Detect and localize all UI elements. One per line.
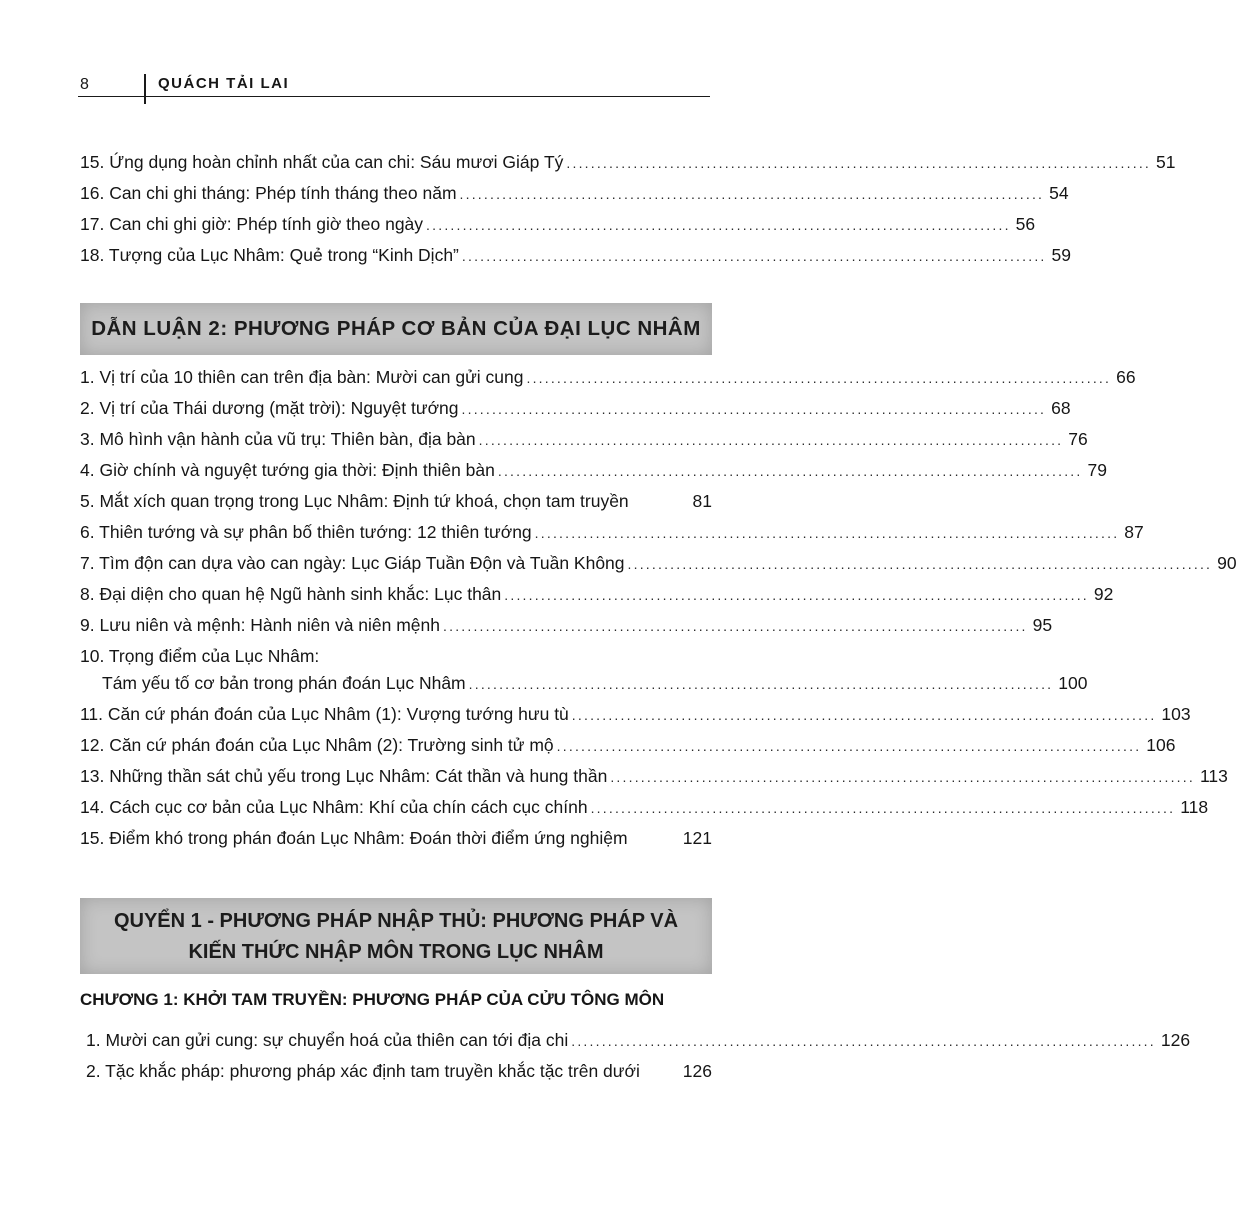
book-heading-banner xyxy=(80,898,712,974)
page-ref: 100 xyxy=(1058,673,1088,693)
toc-entry: 17. Can chi ghi giờ: Phép tính giờ theo ngày ................................................................................................ 56 xyxy=(80,214,1036,234)
dot-leader: ................................................................................................ xyxy=(571,707,1157,723)
toc-entry: 13. Những thần sát chủ yếu trong Lục Nhâm: Cát thần và hung thần ................................................................................................ 113 xyxy=(80,766,1228,786)
toc-entry: 1. Mười can gửi cung: sự chuyển hoá của thiên can tới địa chi ................................................................................................ 126 xyxy=(86,1030,1191,1050)
page-ref: 51 xyxy=(1156,152,1176,172)
page-ref: 103 xyxy=(1161,704,1191,724)
page-ref: 113 xyxy=(1199,766,1228,786)
toc-entry: 6. Thiên tướng và sự phân bố thiên tướng: 12 thiên tướng ................................................................................................ 87 xyxy=(80,522,1144,542)
book-heading-line2: KIẾN THỨC NHẬP MÔN TRONG LỤC NHÂM xyxy=(188,941,604,963)
book-heading-line1: QUYỂN 1 - PHƯƠNG PHÁP NHẬP THỦ: PHƯƠNG PHÁP VÀ xyxy=(113,910,679,932)
page-ref: 87 xyxy=(1124,522,1144,542)
page-ref: 126 xyxy=(682,1061,712,1081)
toc-section2-list xyxy=(80,367,1237,859)
toc-entry: 2. Vị trí của Thái dương (mặt trời): Nguyệt tướng ................................................................................................ 68 xyxy=(80,398,1071,418)
page-ref: 95 xyxy=(1032,615,1053,635)
page-ref: 118 xyxy=(1180,797,1209,817)
toc-entry: 14. Cách cục cơ bản của Lục Nhâm: Khí của chín cách cục chính ................................................................................................ 118 xyxy=(80,797,1209,817)
dot-leader: ................................................................................................ xyxy=(526,370,1112,386)
toc-entry: 16. Can chi ghi tháng: Phép tính tháng theo năm ................................................................................................ 54 xyxy=(80,183,1069,203)
toc-entry: 5. Mắt xích quan trọng trong Lục Nhâm: Định tứ khoá, chọn tam truyền 81 xyxy=(80,491,712,511)
page-ref: 92 xyxy=(1093,584,1114,604)
running-title: QUÁCH TẢI LAI xyxy=(158,75,290,92)
dot-leader: ................................................................................................ xyxy=(459,186,1045,202)
dot-leader: ................................................................................................ xyxy=(426,217,1011,233)
page-header xyxy=(78,70,710,97)
page-ref: 54 xyxy=(1049,183,1069,203)
dot-leader: ................................................................................................ xyxy=(468,676,1054,692)
toc-chapter1-list xyxy=(86,1030,1191,1092)
page-ref: 126 xyxy=(1160,1030,1191,1050)
page-ref: 79 xyxy=(1087,460,1107,480)
toc-entry: 11. Căn cứ phán đoán của Lục Nhâm (1): Vượng tướng hưu tù ................................................................................................ 103 xyxy=(80,704,1191,724)
dot-leader: ................................................................................................ xyxy=(504,587,1089,603)
page-ref: 68 xyxy=(1051,398,1071,418)
page-number: 8 xyxy=(80,76,89,93)
dot-leader: ................................................................................................ xyxy=(461,401,1047,417)
dot-leader: ................................................................................................ xyxy=(478,432,1064,448)
dot-leader: ................................................................................................ xyxy=(610,769,1195,785)
dot-leader: ................................................................................................ xyxy=(443,618,1028,634)
toc-entry: 12. Căn cứ phán đoán của Lục Nhâm (2): Trường sinh tử mộ ................................................................................................ 106 xyxy=(80,735,1176,755)
toc-entry: 15. Ứng dụng hoàn chỉnh nhất của can chi: Sáu mươi Giáp Tý ................................................................................................ 51 xyxy=(80,152,1176,172)
page-ref: 76 xyxy=(1068,429,1088,449)
page-ref: 66 xyxy=(1116,367,1136,387)
page-ref: 106 xyxy=(1146,735,1176,755)
toc-intro-list xyxy=(80,152,1176,276)
toc-entry: 3. Mô hình vận hành của vũ trụ: Thiên bàn, địa bàn ................................................................................................ 76 xyxy=(80,429,1088,449)
dot-leader: ................................................................................................ xyxy=(534,525,1120,541)
toc-entry: 8. Đại diện cho quan hệ Ngũ hành sinh khắc: Lục thân ................................................................................................ 92 xyxy=(80,584,1114,604)
dot-leader: ................................................................................................ xyxy=(556,738,1142,754)
toc-entry: 1. Vị trí của 10 thiên can trên địa bàn: Mười can gửi cung ................................................................................................ 66 xyxy=(80,367,1136,387)
page-ref: 81 xyxy=(692,491,712,511)
page-ref: 90 xyxy=(1217,553,1237,573)
toc-entry: 18. Tượng của Lục Nhâm: Quẻ trong “Kinh Dịch” ................................................................................................ 59 xyxy=(80,245,1071,265)
dot-leader: ................................................................................................ xyxy=(571,1033,1156,1049)
toc-entry: 9. Lưu niên và mệnh: Hành niên và niên mệnh ................................................................................................ 95 xyxy=(80,615,1053,635)
section-heading-banner: DẪN LUẬN 2: PHƯƠNG PHÁP CƠ BẢN CỦA ĐẠI LỤC NHÂM xyxy=(80,303,712,355)
toc-entry: 7. Tìm độn can dựa vào can ngày: Lục Giáp Tuần Độn và Tuần Không ................................................................................................ 90 xyxy=(80,553,1237,573)
chapter-heading: CHƯƠNG 1: KHỞI TAM TRUYỀN: PHƯƠNG PHÁP CỦA CỬU TÔNG MÔN xyxy=(80,990,665,1009)
page-ref: 121 xyxy=(682,828,712,848)
header-divider xyxy=(144,74,146,104)
page-ref: 56 xyxy=(1015,214,1036,234)
dot-leader: ................................................................................................ xyxy=(627,556,1213,572)
dot-leader: ................................................................................................ xyxy=(497,463,1083,479)
toc-entry: Tám yếu tố cơ bản trong phán đoán Lục Nhâm ................................................................................................ 100 xyxy=(102,673,1088,693)
dot-leader: ................................................................................................ xyxy=(590,800,1176,816)
dot-leader: ................................................................................................ xyxy=(566,155,1151,171)
toc-entry: 4. Giờ chính và nguyệt tướng gia thời: Định thiên bàn ................................................................................................ 79 xyxy=(80,460,1107,480)
dot-leader: ................................................................................................ xyxy=(461,248,1047,264)
page-ref: 59 xyxy=(1051,245,1071,265)
toc-entry: 2. Tặc khắc pháp: phương pháp xác định tam truyền khắc tặc trên dưới 126 xyxy=(86,1061,712,1081)
toc-entry: 15. Điểm khó trong phán đoán Lục Nhâm: Đoán thời điểm ứng nghiệm 121 xyxy=(80,828,712,848)
toc-entry-first-line: 10. Trọng điểm của Lục Nhâm: xyxy=(80,646,320,666)
